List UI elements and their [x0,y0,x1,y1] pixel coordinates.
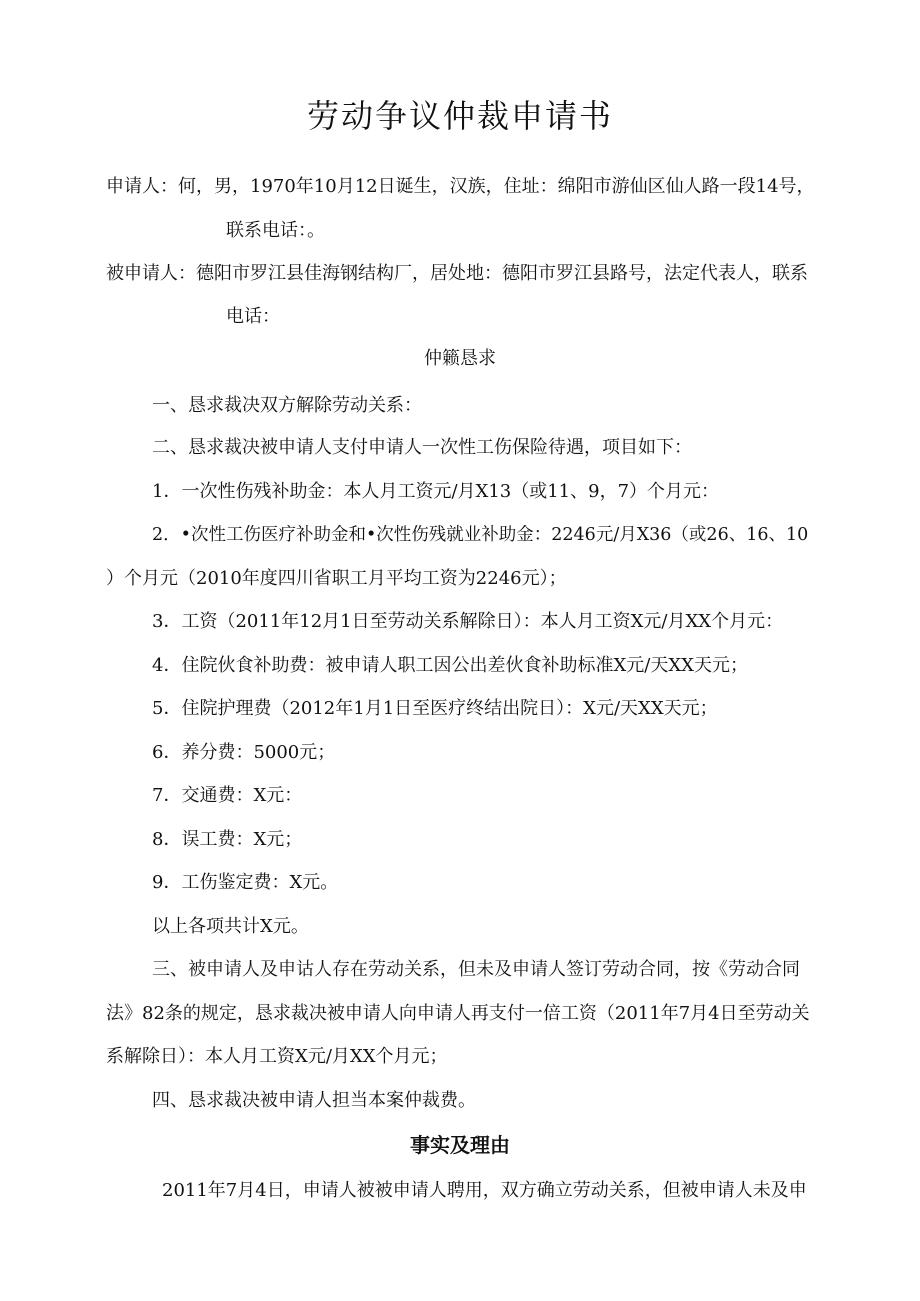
claim-item-3: 3．工资（2011年12月1日至劳动关系解除日）：本人月工资X元/月XX个月元： [152,611,784,632]
claim-item-2: 2．•次性工伤医疗补助金和•次性伤残就业补助金：2246元/月X36（或26、16、10 [152,525,809,545]
claim-item-6: 6．养分费：5000元； [152,742,336,763]
respondent-info: 被申请人：德阳市罗江县佳海钢结构厂，居处地：德阳市罗江县路号，法定代表人，联系 [106,263,808,284]
claim-3-end: 系解除日）：本人月工资X元/月XX个月元； [106,1046,448,1067]
claims-total: 以上各项共计X元。 [152,916,309,937]
claim-item-4: 4．住院伙食补助费：被申请人职工因公出差伙食补助标准X元/天XX天元； [152,655,748,676]
claim-item-9: 9．工伤鉴定费：X元。 [152,872,339,893]
facts-heading: 事实及理由 [410,1133,510,1157]
applicant-info: 申请人：何，男，1970年10月12日诞生，汉族，住址：绵阳市游仙区仙人路一段14号， [106,176,815,197]
claim-1: 一、恳求裁决双方解除劳动关系： [152,395,422,416]
claims-heading: 仲籁恳求 [424,348,496,369]
facts-paragraph: 2011年7月4日，申请人被被申请人聘用，双方确立劳动关系，但被申请人未及申 [162,1180,807,1201]
claim-3: 三、被申请人及申诂人存在劳动关系，但未及申请人签订劳动合同，按《劳动合同 [152,959,800,980]
claim-item-2-cont: ）个月元（2010年度四川省职工月平均工资为2246元）； [106,568,567,589]
document-title: 劳动争议仲裁申请书 [306,97,613,135]
claim-item-7: 7．交通费：X元： [152,785,303,806]
applicant-phone: 联系电话：。 [226,220,325,241]
claim-3-cont: 法》82条的规定，恳求裁决被申请人向申请人再支付一倍工资（2011年7月4日至劳动关 [106,1003,810,1024]
claim-item-5: 5．住院护理费（2012年1月1日至医疗终结出院日）：X元/天XX天元； [152,698,718,719]
claim-4: 四、恳求裁决被申请人担当本案仲裁费。 [152,1090,476,1111]
claim-item-1: 1．一次性伤残补助金：本人月工资元/月X13（或11、9，7）个月元： [152,481,720,502]
claim-item-8: 8．误工费：X元； [152,829,303,850]
respondent-phone: 电话： [226,306,280,327]
claim-2: 二、恳求裁决被申请人支付申请人一次性工伤保险待遇，项目如下： [152,437,692,458]
